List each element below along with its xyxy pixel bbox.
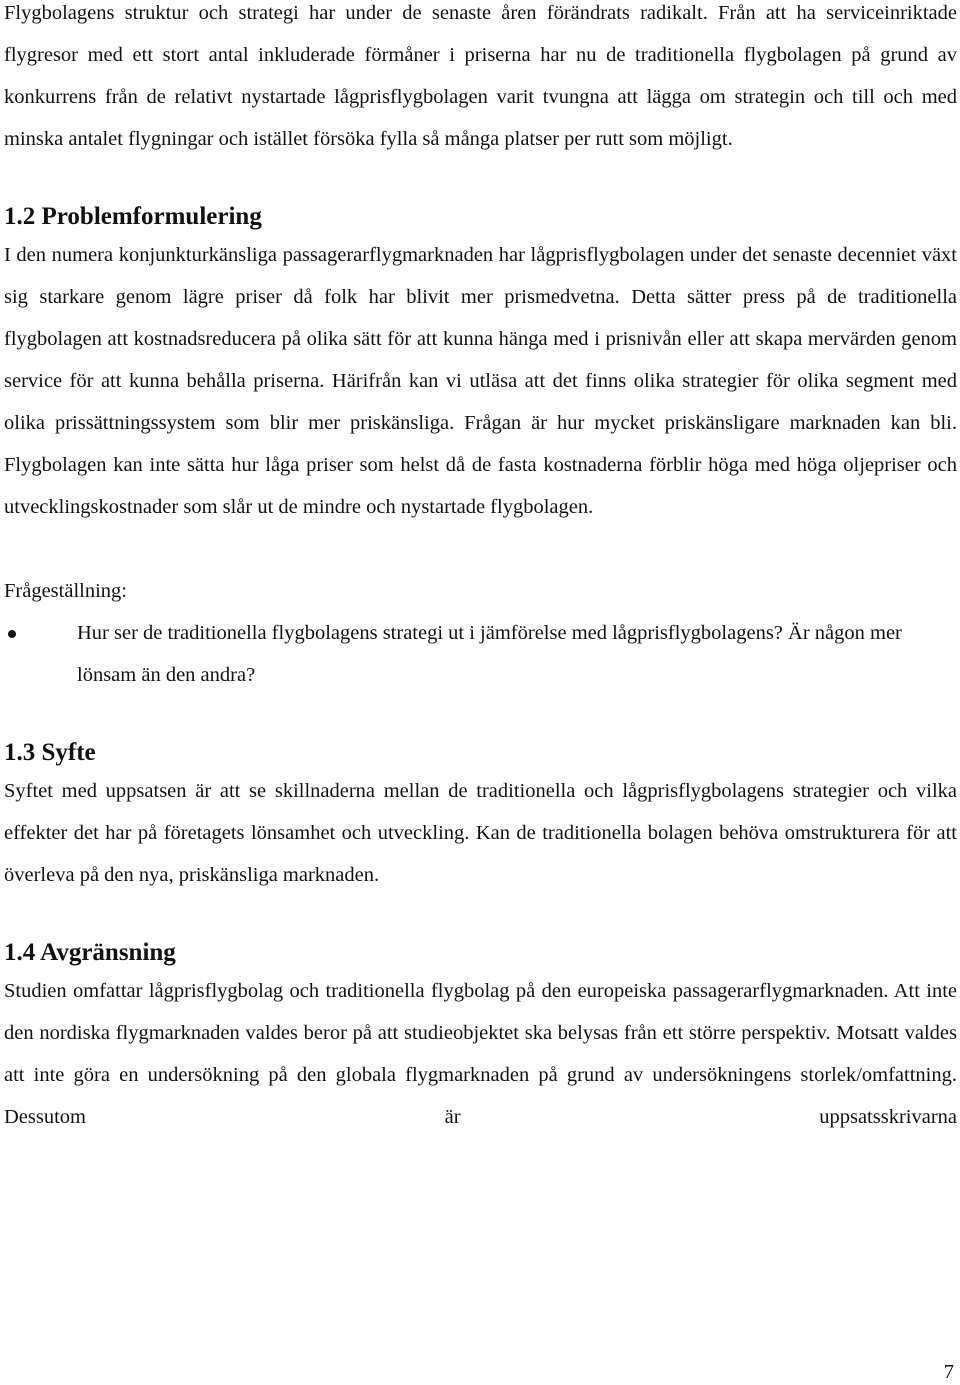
- syfte-paragraph: Syftet med uppsatsen är att se skillnaderna mellan de traditionella och lågprisflygbolagens strategier och vilka effekter det har på företagets lönsamhet och utveckling. Kan de traditionella bolagen behöva omstrukturera för att överleva på den nya, priskänsliga marknaden.: [4, 780, 957, 886]
- document-page: [4, 0, 957, 1138]
- question-label: Frågeställning:: [4, 580, 127, 602]
- problemformulering-paragraph: I den numera konjunkturkänsliga passagerarflygmarknaden har lågprisflygbolagen under det senaste decenniet växt sig starkare genom lägre priser då folk har blivit mer prismedvetna. Detta sätter press på de traditionella flygbolagen att kostnadsreducera på olika sätt för att kunna hänga med i prisnivån eller att skapa mervärden genom service för att kunna behålla priserna. Härifrån kan vi utläsa att det finns olika strategier för olika segment med olika prissättningssystem som blir mer priskänsliga. Frågan är hur mycket priskänsligare marknaden kan bli. Flygbolagen kan inte sätta hur låga priser som helst då de fasta kostnaderna förblir höga med höga oljepriser och utvecklingskostnader som slår ut de mindre och nystartade flygbolagen.: [4, 244, 957, 518]
- question-text: Hur ser de traditionella flygbolagens strategi ut i jämförelse med lågprisflygbolagens? Är någon mer lönsam än den andra?: [77, 622, 902, 686]
- avgransning-paragraph: Studien omfattar lågprisflygbolag och traditionella flygbolag på den europeiska passagerarflygmarknaden. Att inte den nordiska flygmarknaden valdes beror på att studieobjektet ska belysas från ett större perspektiv. Motsatt valdes att inte göra en undersökning på den globala flygmarknaden på grund av undersökningens storlek/omfattning. Dessutom är uppsatsskrivarna: [4, 980, 957, 1128]
- section-heading-syfte: 1.3 Syfte: [4, 739, 96, 766]
- page-number: 7: [943, 1361, 954, 1383]
- question-list: [4, 612, 957, 696]
- intro-paragraph: Flygbolagens struktur och strategi har under de senaste åren förändrats radikalt. Från att ha serviceinriktade flygresor med ett stort antal inkluderade förmåner i priserna har nu de traditionella flygbolagen på grund av konkurrens från de relativt nystartade lågprisflygbolagen varit tvungna att lägga om strategin och till och med minska antalet flygningar och istället försöka fylla så många platser per rutt som möjligt.: [4, 2, 957, 150]
- list-item: [4, 612, 957, 696]
- section-heading-problemformulering: 1.2 Problemformulering: [4, 203, 262, 230]
- bullet-icon: [8, 630, 16, 638]
- section-heading-avgransning: 1.4 Avgränsning: [4, 939, 176, 966]
